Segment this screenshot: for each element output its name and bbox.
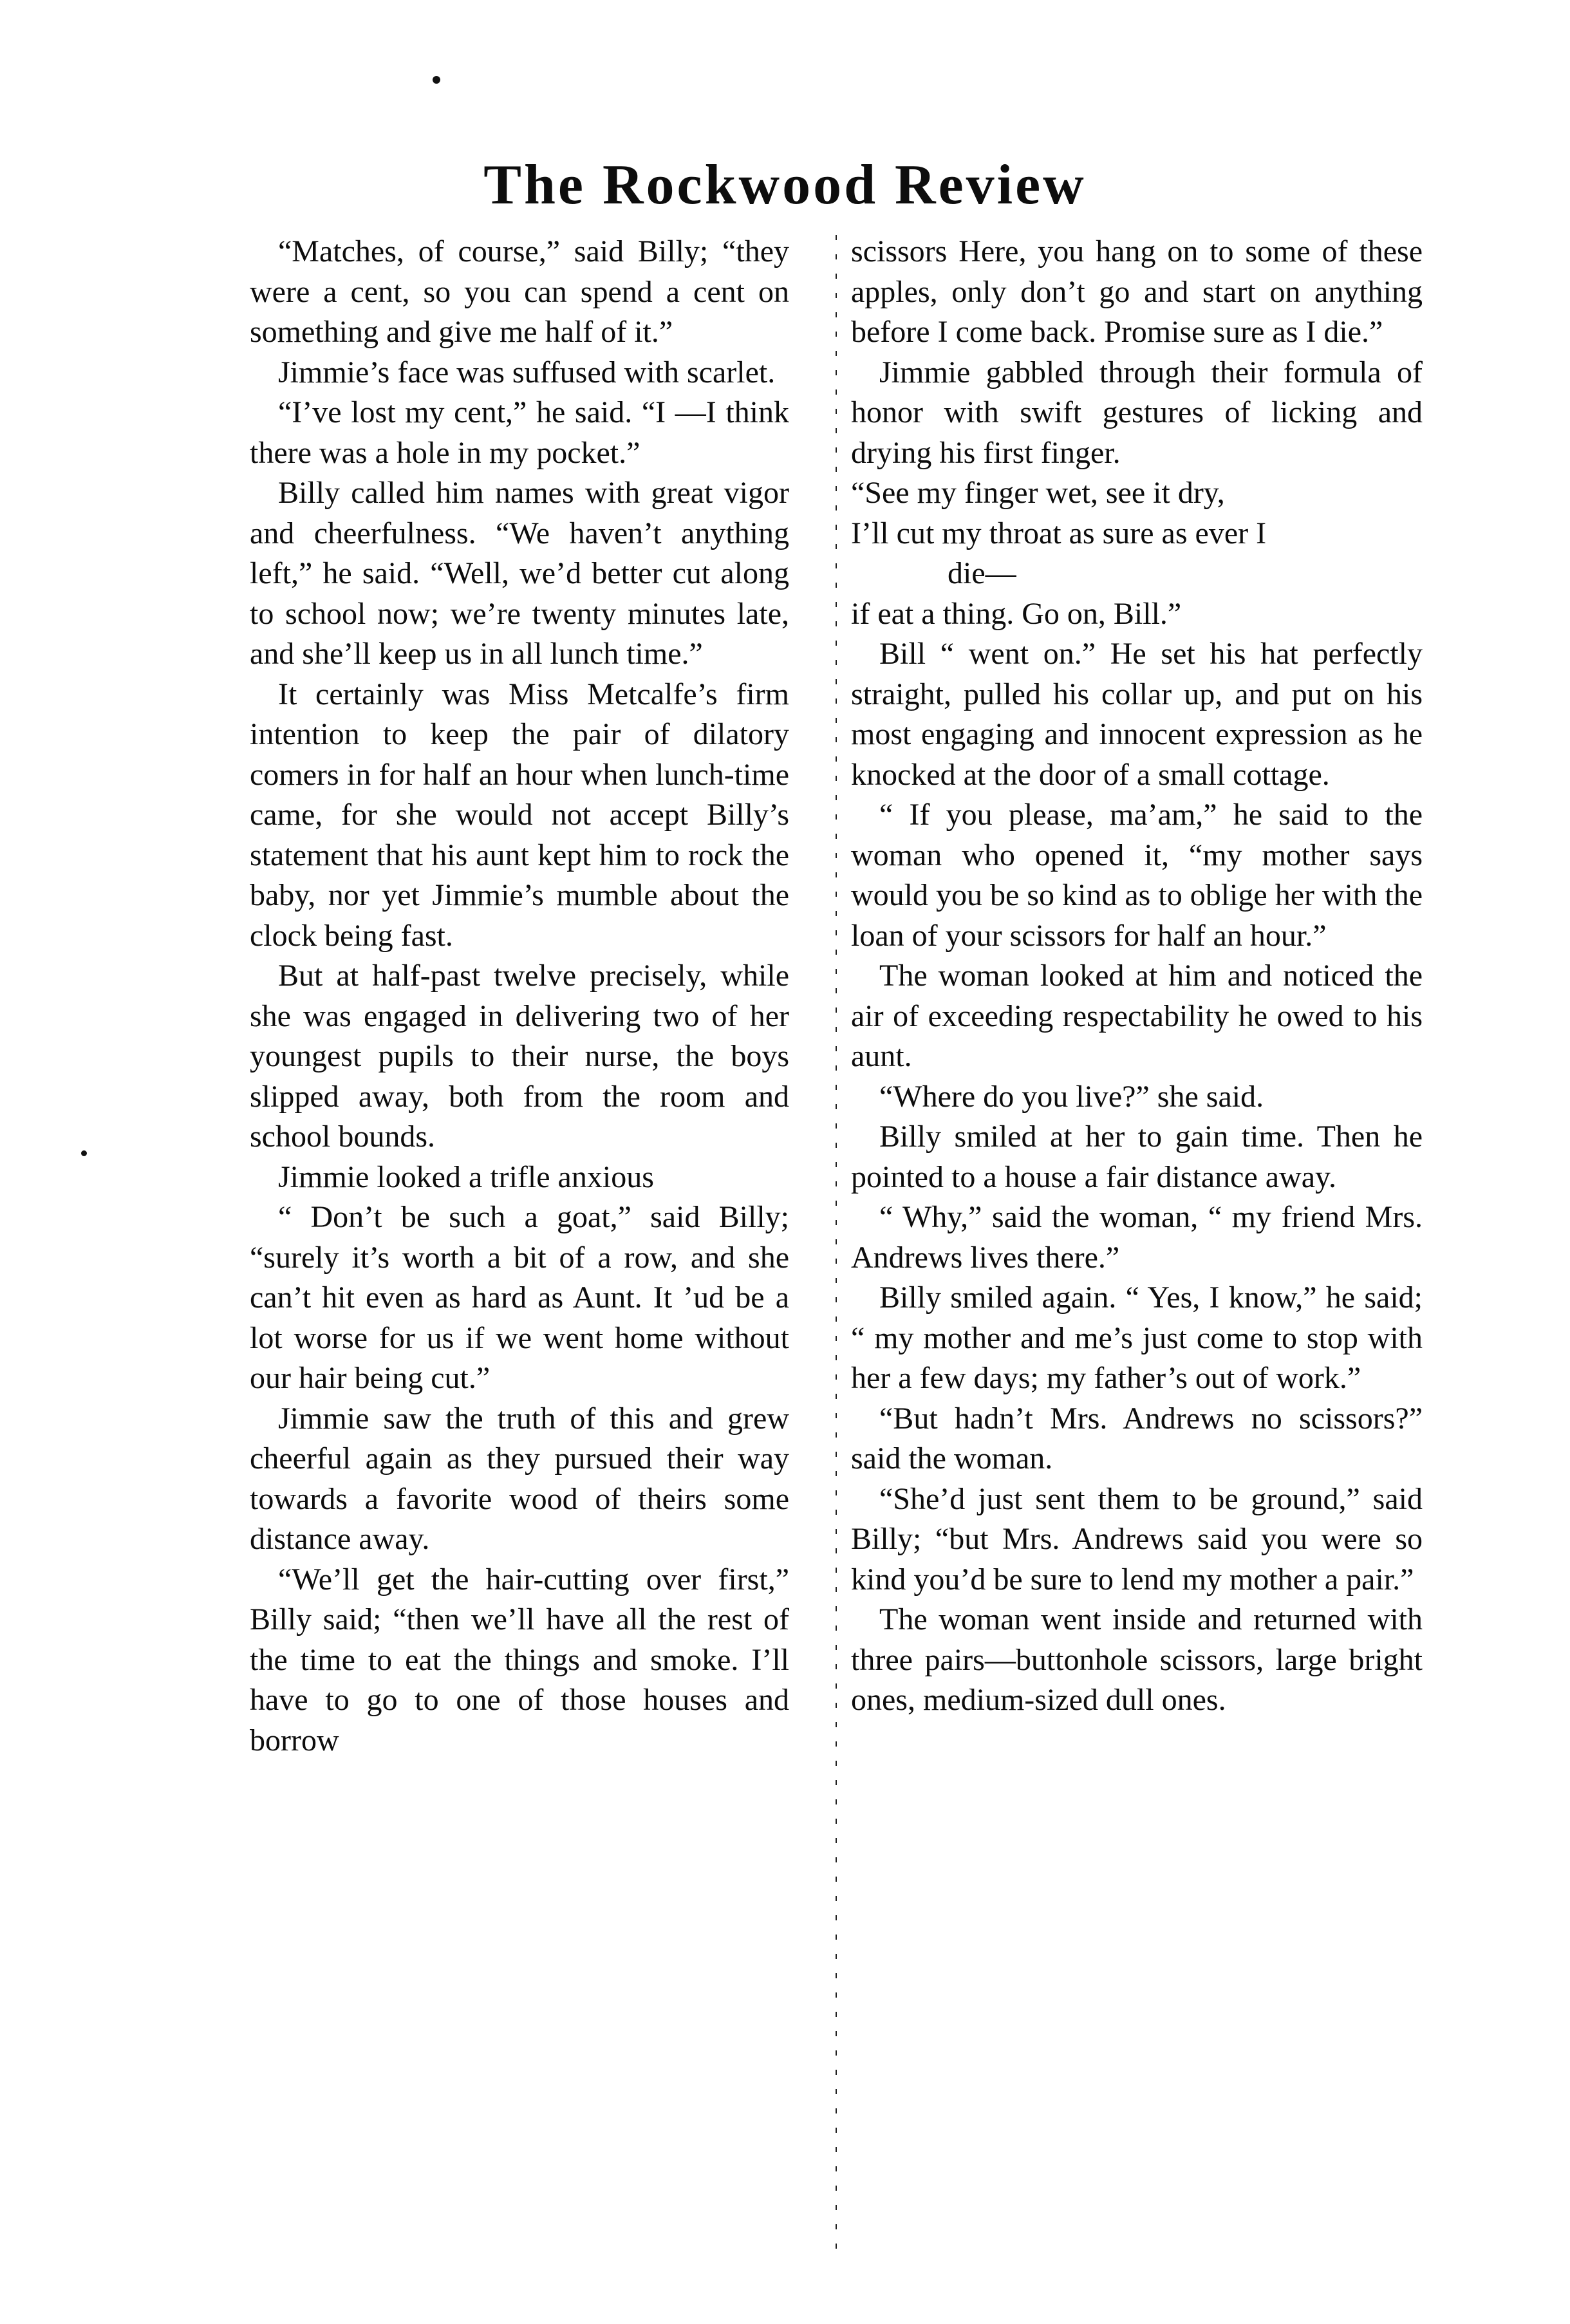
paragraph: “Where do you live?” she said. bbox=[879, 1079, 1264, 1114]
paragraph: Jimmie looked a trifle anxious bbox=[278, 1159, 654, 1194]
verse-line: “See my finger wet, see it dry, bbox=[851, 476, 1225, 510]
paragraph: The woman looked at him and noticed the air of exceeding respectability he owed to his aunt. bbox=[851, 959, 1423, 1073]
column-left bbox=[250, 232, 789, 1761]
paragraph: “She’d just sent them to be ground,” said Billy; “but Mrs. Andrews said you were so kind you’d be sure to lend my mother a pair.” bbox=[851, 1481, 1423, 1597]
paragraph: “Matches, of course,” said Billy; “they were a cent, so you can spend a cent on something and give me half of it.” bbox=[250, 234, 789, 349]
verse-line: die— bbox=[948, 556, 1016, 590]
paragraph: Jimmie’s face was suffused with scarlet. bbox=[278, 355, 776, 389]
paragraph: It certainly was Miss Metcalfe’s firm intention to keep the pair of dilatory comers in for half an hour when lunch-time came, for she would not accept Billy’s statement that his aunt kept him to rock the baby, nor yet Jimmie’s mumble about the clock being fast. bbox=[250, 677, 789, 953]
page-title: The Rockwood Review bbox=[483, 153, 1087, 216]
paragraph: The woman went inside and returned with three pairs—buttonhole scissors, large bright ones, medium-sized dull ones. bbox=[851, 1602, 1423, 1717]
paragraph: scissors Here, you hang on to some of these apples, only don’t go and start on anything before I come back. Promise sure as I die.” bbox=[851, 234, 1423, 349]
paragraph: “ If you please, ma’am,” he said to the woman who opened it, “my mother says would you be so kind as to oblige her with the loan of your scissors for half an hour.” bbox=[851, 798, 1423, 953]
paragraph: Billy called him names with great vigor and cheerfulness. “We haven’t anything left,” he said. “Well, we’d better cut along to school now; we’re twenty minutes late, and she’ll keep us in all lunch time.” bbox=[250, 476, 789, 671]
paragraph: Billy smiled at her to gain time. Then he pointed to a house a fair distance away. bbox=[851, 1120, 1423, 1194]
paragraph: “ Don’t be such a goat,” said Billy; “surely it’s worth a bit of a row, and she can’t hit even as hard as Aunt. It ’ud be a lot worse for us if we went home without our hair being cut.” bbox=[250, 1200, 789, 1395]
paragraph: “But hadn’t Mrs. Andrews no scissors?” said the woman. bbox=[851, 1401, 1423, 1476]
column-divider bbox=[836, 235, 837, 2263]
paragraph: “We’ll get the hair-cutting over first,” Billy said; “then we’ll have all the rest of the time to eat the things and smoke. I’ll have to go to one of those houses and borrow bbox=[250, 1562, 789, 1757]
paragraph: But at half-past twelve precisely, while she was engaged in delivering two of her youngest pupils to their nurse, the boys slipped away, both from the room and school bounds. bbox=[250, 959, 789, 1154]
paragraph: Jimmie gabbled through their formula of honor with swift gestures of licking and drying his first finger. bbox=[851, 355, 1423, 470]
rhyme-verse bbox=[851, 473, 1423, 634]
paragraph: “I’ve lost my cent,” he said. “I —I think there was a hole in my pocket.” bbox=[250, 395, 789, 470]
column-right bbox=[851, 232, 1423, 1721]
paragraph: Billy smiled again. “ Yes, I know,” he said; “ my mother and me’s just come to stop with her a few days; my father’s out of work.” bbox=[851, 1280, 1423, 1395]
ink-speck bbox=[81, 1150, 87, 1156]
verse-line: I’ll cut my throat as sure as ever I bbox=[851, 516, 1267, 550]
paragraph: “ Why,” said the woman, “ my friend Mrs. Andrews lives there.” bbox=[851, 1200, 1423, 1275]
verse-line: if eat a thing. Go on, Bill.” bbox=[851, 596, 1182, 631]
ink-speck bbox=[433, 76, 440, 84]
paragraph: Jimmie saw the truth of this and grew cheerful again as they pursued their way towards a favorite wood of theirs some distance away. bbox=[250, 1401, 789, 1556]
paragraph: Bill “ went on.” He set his hat perfectly straight, pulled his collar up, and put on his most engaging and innocent expression as he knocked at the door of a small cottage. bbox=[851, 637, 1423, 792]
